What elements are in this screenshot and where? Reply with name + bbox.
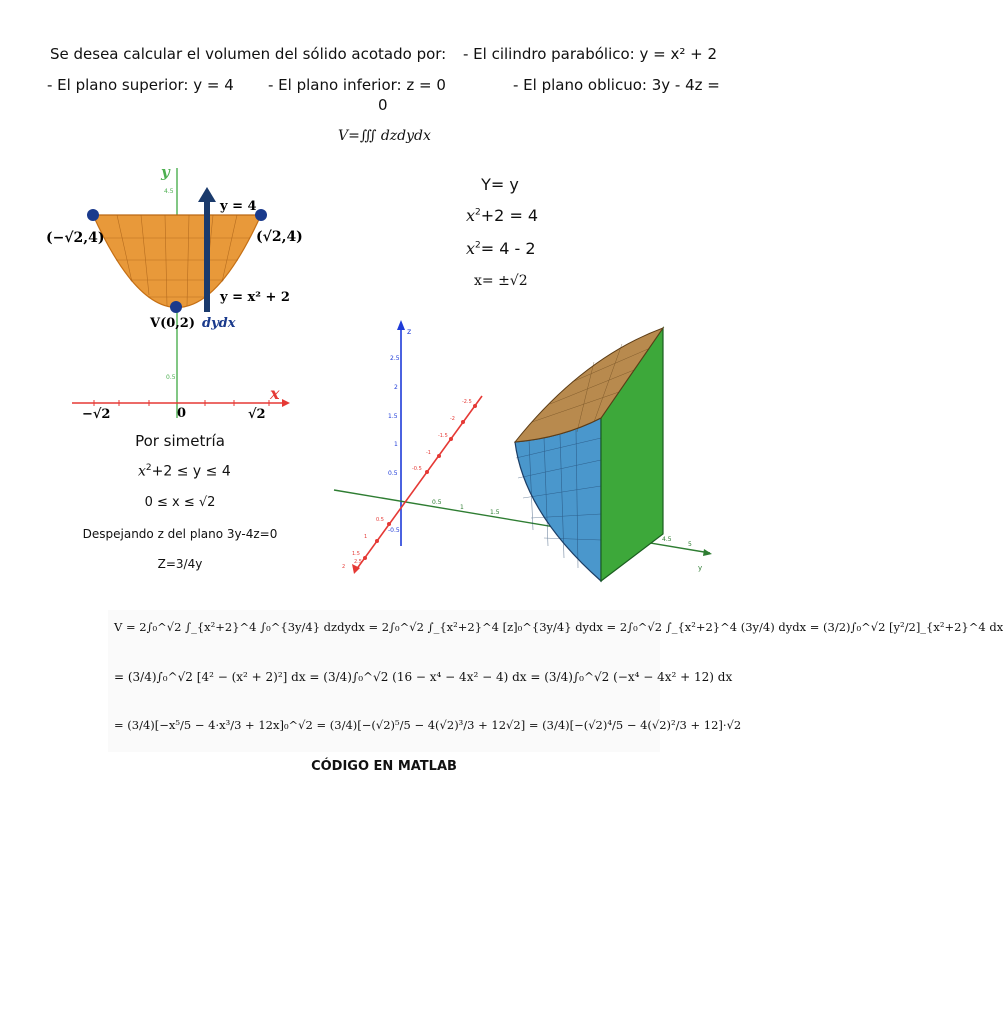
svg-text:0.5: 0.5	[376, 517, 384, 523]
svg-text:4.5: 4.5	[662, 536, 672, 543]
svg-text:-1: -1	[426, 450, 431, 456]
intro-line1a: Se desea calcular el volumen del sólido acotado por:	[50, 45, 447, 63]
label-dydx: dydx	[202, 316, 236, 331]
equations-block	[108, 610, 1003, 752]
svg-text:-0.5: -0.5	[412, 466, 422, 472]
svg-text:z: z	[407, 327, 412, 336]
label-curve: y = x² + 2	[220, 290, 290, 305]
label-pt-vertex: V(0,2)	[150, 316, 196, 331]
svg-text:5: 5	[688, 541, 692, 548]
svg-text:2: 2	[342, 564, 346, 570]
svg-text:4.5: 4.5	[164, 188, 174, 195]
intro-line1b: - El cilindro parabólico: y = x² + 2	[463, 45, 718, 63]
intro-line2a: - El plano superior: y = 4	[47, 76, 234, 94]
solve-line3: $x^2= 4 - 2$	[466, 239, 536, 258]
intro-line2b: - El plano inferior: z = 0	[268, 76, 446, 94]
symmetry-line3: Despejando z del plano 3y-4z=0	[82, 527, 278, 541]
svg-text:0.5: 0.5	[388, 470, 398, 477]
label-y4: y = 4	[220, 199, 257, 214]
symmetry-line1: $x^2+2 \le y \le 4$	[138, 463, 231, 480]
y-axis-label: y	[161, 163, 170, 181]
solve-line1: Y= y	[481, 175, 519, 194]
svg-text:1.5: 1.5	[388, 413, 398, 420]
solid-3d-figure	[332, 318, 716, 578]
svg-text:1.5: 1.5	[490, 509, 500, 516]
svg-text:1: 1	[364, 534, 368, 540]
intro-line2d: 0	[378, 96, 388, 114]
parabolic-surface	[515, 418, 601, 581]
symmetry-line2: 0 ≤ x ≤ √2	[144, 495, 216, 510]
equation-row-2: = (3/4)∫₀^√2 [4² − (x² + 2)²] dx = (3/4)∫₀^√2 (16 − x⁴ − 4x² − 4) dx = (3/4)∫₀^√2 (−x⁴ − 4x² + 12) dx	[114, 670, 733, 684]
svg-text:1: 1	[460, 504, 464, 511]
point-vertex	[170, 301, 182, 313]
intro-line2c: - El plano oblicuo: 3y - 4z =	[513, 76, 720, 94]
equation-row-1: V = 2∫₀^√2 ∫_{x²+2}^4 ∫₀^{3y/4} dzdydx = 2∫₀^√2 ∫_{x²+2}^4 [z]₀^{3y/4} dydx = 2∫₀^√2 ∫_{x²+2}^4 (3y/4) dydx = (3/2)∫₀^√2 [y²/2]_{x²+2}^4 dx	[114, 620, 1003, 634]
svg-text:2: 2	[394, 384, 398, 391]
solve-line2: $x^2+2 = 4$	[466, 206, 539, 225]
svg-text:-2.5: -2.5	[462, 399, 472, 405]
svg-text:1: 1	[394, 441, 398, 448]
equation-row-3: = (3/4)[−x⁵/5 − 4·x³/3 + 12x]₀^√2 = (3/4)[−(√2)⁵/5 − 4(√2)³/3 + 12√2] = (3/4)[−(√2)⁴/5 − 4(√2)²/3 + 12]·√2	[114, 718, 742, 732]
matlab-code-title: CÓDIGO EN MATLAB	[311, 759, 457, 774]
svg-text:-2: -2	[450, 416, 455, 422]
tick-neg-sqrt2: −√2	[82, 407, 111, 422]
svg-text:1.5: 1.5	[352, 551, 360, 557]
svg-text:-0.5: -0.5	[388, 527, 400, 534]
parabola-figure	[44, 160, 303, 425]
svg-text:0.5: 0.5	[166, 374, 176, 381]
solve-line4: x= ±√2	[474, 273, 528, 289]
symmetry-line4: Z=3/4y	[157, 557, 203, 571]
svg-text:2.5: 2.5	[354, 559, 362, 565]
svg-text:0.5: 0.5	[432, 499, 442, 506]
svg-text:y: y	[698, 564, 703, 572]
label-pt-left: (−√2,4)	[46, 230, 105, 246]
label-pt-right: (√2,4)	[256, 229, 303, 245]
tick-zero: 0	[177, 406, 187, 421]
point-right	[255, 209, 267, 221]
point-left	[87, 209, 99, 221]
svg-text:2.5: 2.5	[390, 355, 400, 362]
svg-text:-1.5: -1.5	[438, 433, 448, 439]
volume-formula: V=∭ dzdydx	[338, 128, 431, 144]
tick-sqrt2: √2	[248, 407, 266, 422]
arrow-head-icon	[198, 187, 216, 202]
symmetry-title: Por simetría	[135, 432, 225, 450]
x-axis-label: x	[270, 384, 280, 403]
